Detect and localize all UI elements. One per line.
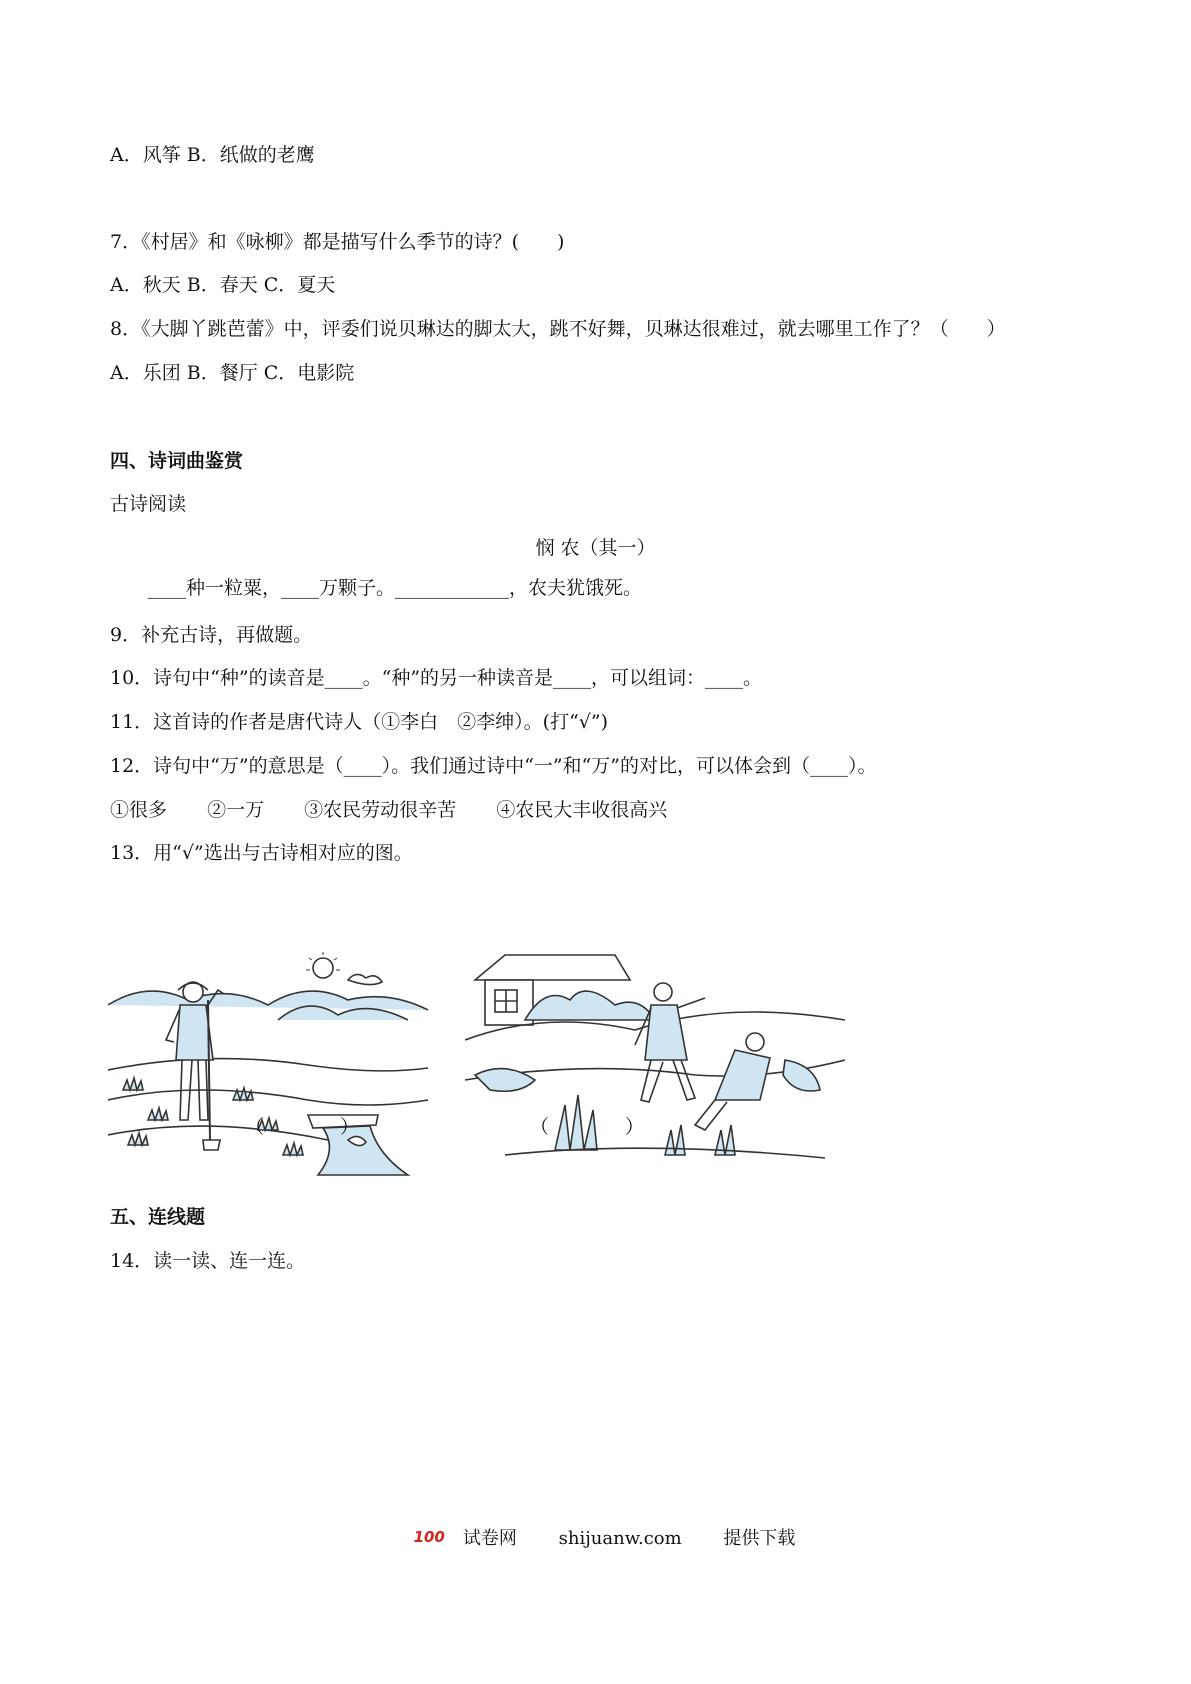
q8-options: A．乐团 B．餐厅 C．电影院: [110, 362, 355, 384]
q12-choice-4: ④农民大丰收很高兴: [496, 799, 668, 821]
q7-question: 7．《村居》和《咏柳》都是描写什么季节的诗？( ): [110, 231, 565, 253]
q8-question: 8．《大脚丫跳芭蕾》中，评委们说贝琳达的脚太大，跳不好舞，贝琳达很难过，就去哪里工作了？（ ）: [110, 318, 1006, 340]
q9: 9．补充古诗，再做题。: [110, 624, 313, 646]
footer: [0, 1524, 1191, 1550]
farmer-hoeing-illustration: [108, 950, 438, 1180]
section4-heading: 四、诗词曲鉴赏: [110, 450, 244, 472]
section4-subheading: 古诗阅读: [110, 493, 187, 515]
footer-logo[interactable]: [396, 1528, 517, 1549]
q11: 11．这首诗的作者是唐代诗人（①李白 ②李绅）。(打“√”): [110, 711, 609, 733]
logo-number: 100: [413, 1528, 445, 1546]
q12: 12．诗句中“万”的意思是（____）。我们通过诗中“一”和“万”的对比，可以体会到（____）。: [110, 755, 877, 777]
section5-heading: 五、连线题: [110, 1206, 206, 1228]
q14: 14．读一读、连一连。: [110, 1250, 306, 1272]
left-image-answer-paren[interactable]: （ ）: [245, 1116, 360, 1138]
right-image-answer-paren[interactable]: （ ）: [530, 1116, 645, 1138]
q7-options: A．秋天 B．春天 C．夏天: [110, 274, 336, 296]
footer-download: 提供下载: [723, 1528, 796, 1549]
q6-options: A．风筝 B．纸做的老鹰: [110, 144, 315, 166]
footer-site-link[interactable]: shijuanw.com: [558, 1528, 682, 1549]
poem-title: 悯 农（其一）: [535, 537, 656, 559]
starving-farmer-illustration: [465, 950, 845, 1180]
q12-choice-3: ③农民劳动很辛苦: [304, 799, 457, 821]
q12-choice-2: ②一万: [207, 799, 265, 821]
q10: 10．诗句中“种”的读音是____。“种”的另一种读音是____，可以组词：____。: [110, 667, 763, 689]
q13: 13．用“√”选出与古诗相对应的图。: [110, 842, 413, 864]
logo-text: 试卷网: [462, 1528, 517, 1549]
q12-choice-1: ①很多: [110, 799, 168, 821]
poem-line: ____种一粒粟，____万颗子。____________，农夫犹饿死。: [148, 577, 643, 599]
q12-choices: [110, 797, 701, 823]
